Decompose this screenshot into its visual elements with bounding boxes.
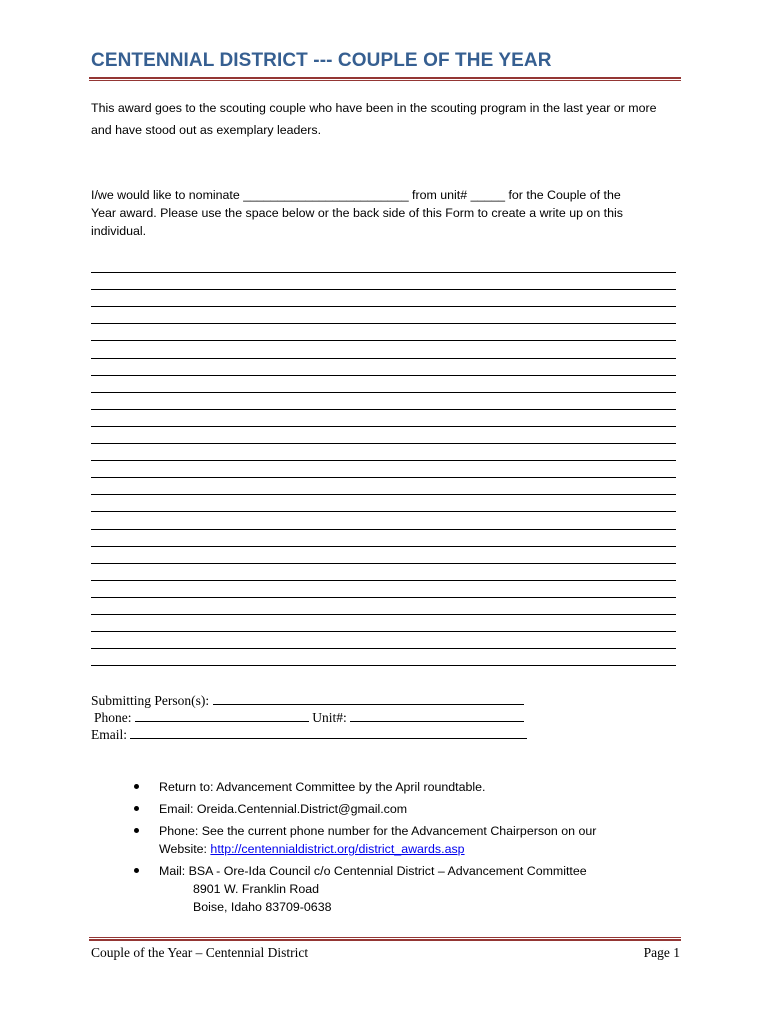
write-line[interactable] xyxy=(91,461,676,478)
phone-unit-row xyxy=(94,709,524,726)
list-item-mail: Mail: BSA - Ore-Ida Council c/o Centennial District – Advancement Committee 8901 W. Franklin Road Boise, Idaho 83709-0638 xyxy=(130,862,596,916)
write-line[interactable] xyxy=(91,598,676,615)
title-divider xyxy=(89,77,681,81)
nomination-line-1: I/we would like to nominate ________________________ from unit# _____ for the Couple of the xyxy=(91,188,621,202)
list-item-phone: Phone: See the current phone number for the Advancement Chairperson on our Website: http://centennialdistrict.org/district_awards.asp xyxy=(130,822,596,858)
submitting-person-field[interactable] xyxy=(213,692,524,705)
write-line[interactable] xyxy=(91,359,676,376)
website-link[interactable]: http://centennialdistrict.org/district_awards.asp xyxy=(210,842,465,856)
instructions-list xyxy=(130,778,596,920)
nomination-line-3: individual. xyxy=(91,224,147,238)
write-line[interactable] xyxy=(91,478,676,495)
write-line[interactable] xyxy=(91,410,676,427)
write-line[interactable] xyxy=(91,393,676,410)
write-line[interactable] xyxy=(91,615,676,632)
list-item-email: Email: Oreida.Centennial.District@gmail.com xyxy=(130,800,596,818)
submitting-person-label: Submitting Person(s): xyxy=(91,693,210,708)
email-row xyxy=(91,726,527,743)
write-line[interactable] xyxy=(91,376,676,393)
unit-label: Unit#: xyxy=(312,710,347,725)
write-line[interactable] xyxy=(91,632,676,649)
write-line[interactable] xyxy=(91,581,676,598)
write-line[interactable] xyxy=(91,427,676,444)
page-number: Page 1 xyxy=(643,945,680,960)
write-line[interactable] xyxy=(91,290,676,307)
unit-field[interactable] xyxy=(350,709,524,722)
write-line[interactable] xyxy=(91,273,676,290)
email-label: Email: xyxy=(91,727,127,742)
intro-line-1: This award goes to the scouting couple who have been in the scouting program in the last year or more xyxy=(91,101,657,115)
write-line[interactable] xyxy=(91,530,676,547)
phone-label: Phone: xyxy=(94,710,132,725)
website-label: Website: xyxy=(159,842,211,856)
bullet-icon xyxy=(134,868,139,873)
write-up-area[interactable] xyxy=(91,256,676,666)
submitting-person-row xyxy=(91,692,524,709)
footer-title: Couple of the Year – Centennial District xyxy=(91,945,309,960)
write-line[interactable] xyxy=(91,512,676,529)
email-field[interactable] xyxy=(130,726,527,739)
write-line[interactable] xyxy=(91,495,676,512)
address-city: Boise, Idaho 83709-0638 xyxy=(193,900,332,914)
write-line[interactable] xyxy=(91,307,676,324)
write-line[interactable] xyxy=(91,649,676,666)
write-line[interactable] xyxy=(91,444,676,461)
footer-divider xyxy=(89,937,681,941)
address-street: 8901 W. Franklin Road xyxy=(193,882,320,896)
page-title: CENTENNIAL DISTRICT --- COUPLE OF THE YEAR xyxy=(91,50,552,71)
write-line[interactable] xyxy=(91,256,676,273)
write-line[interactable] xyxy=(91,547,676,564)
write-line[interactable] xyxy=(91,324,676,341)
intro-line-2: and have stood out as exemplary leaders. xyxy=(91,123,322,137)
write-line[interactable] xyxy=(91,341,676,358)
write-line[interactable] xyxy=(91,564,676,581)
list-item-return: Return to: Advancement Committee by the April roundtable. xyxy=(130,778,596,796)
phone-field[interactable] xyxy=(135,709,309,722)
bullet-icon xyxy=(134,828,139,833)
bullet-icon xyxy=(134,784,139,789)
bullet-icon xyxy=(134,806,139,811)
nomination-line-2: Year award. Please use the space below or the back side of this Form to create a write up on this xyxy=(91,206,623,220)
